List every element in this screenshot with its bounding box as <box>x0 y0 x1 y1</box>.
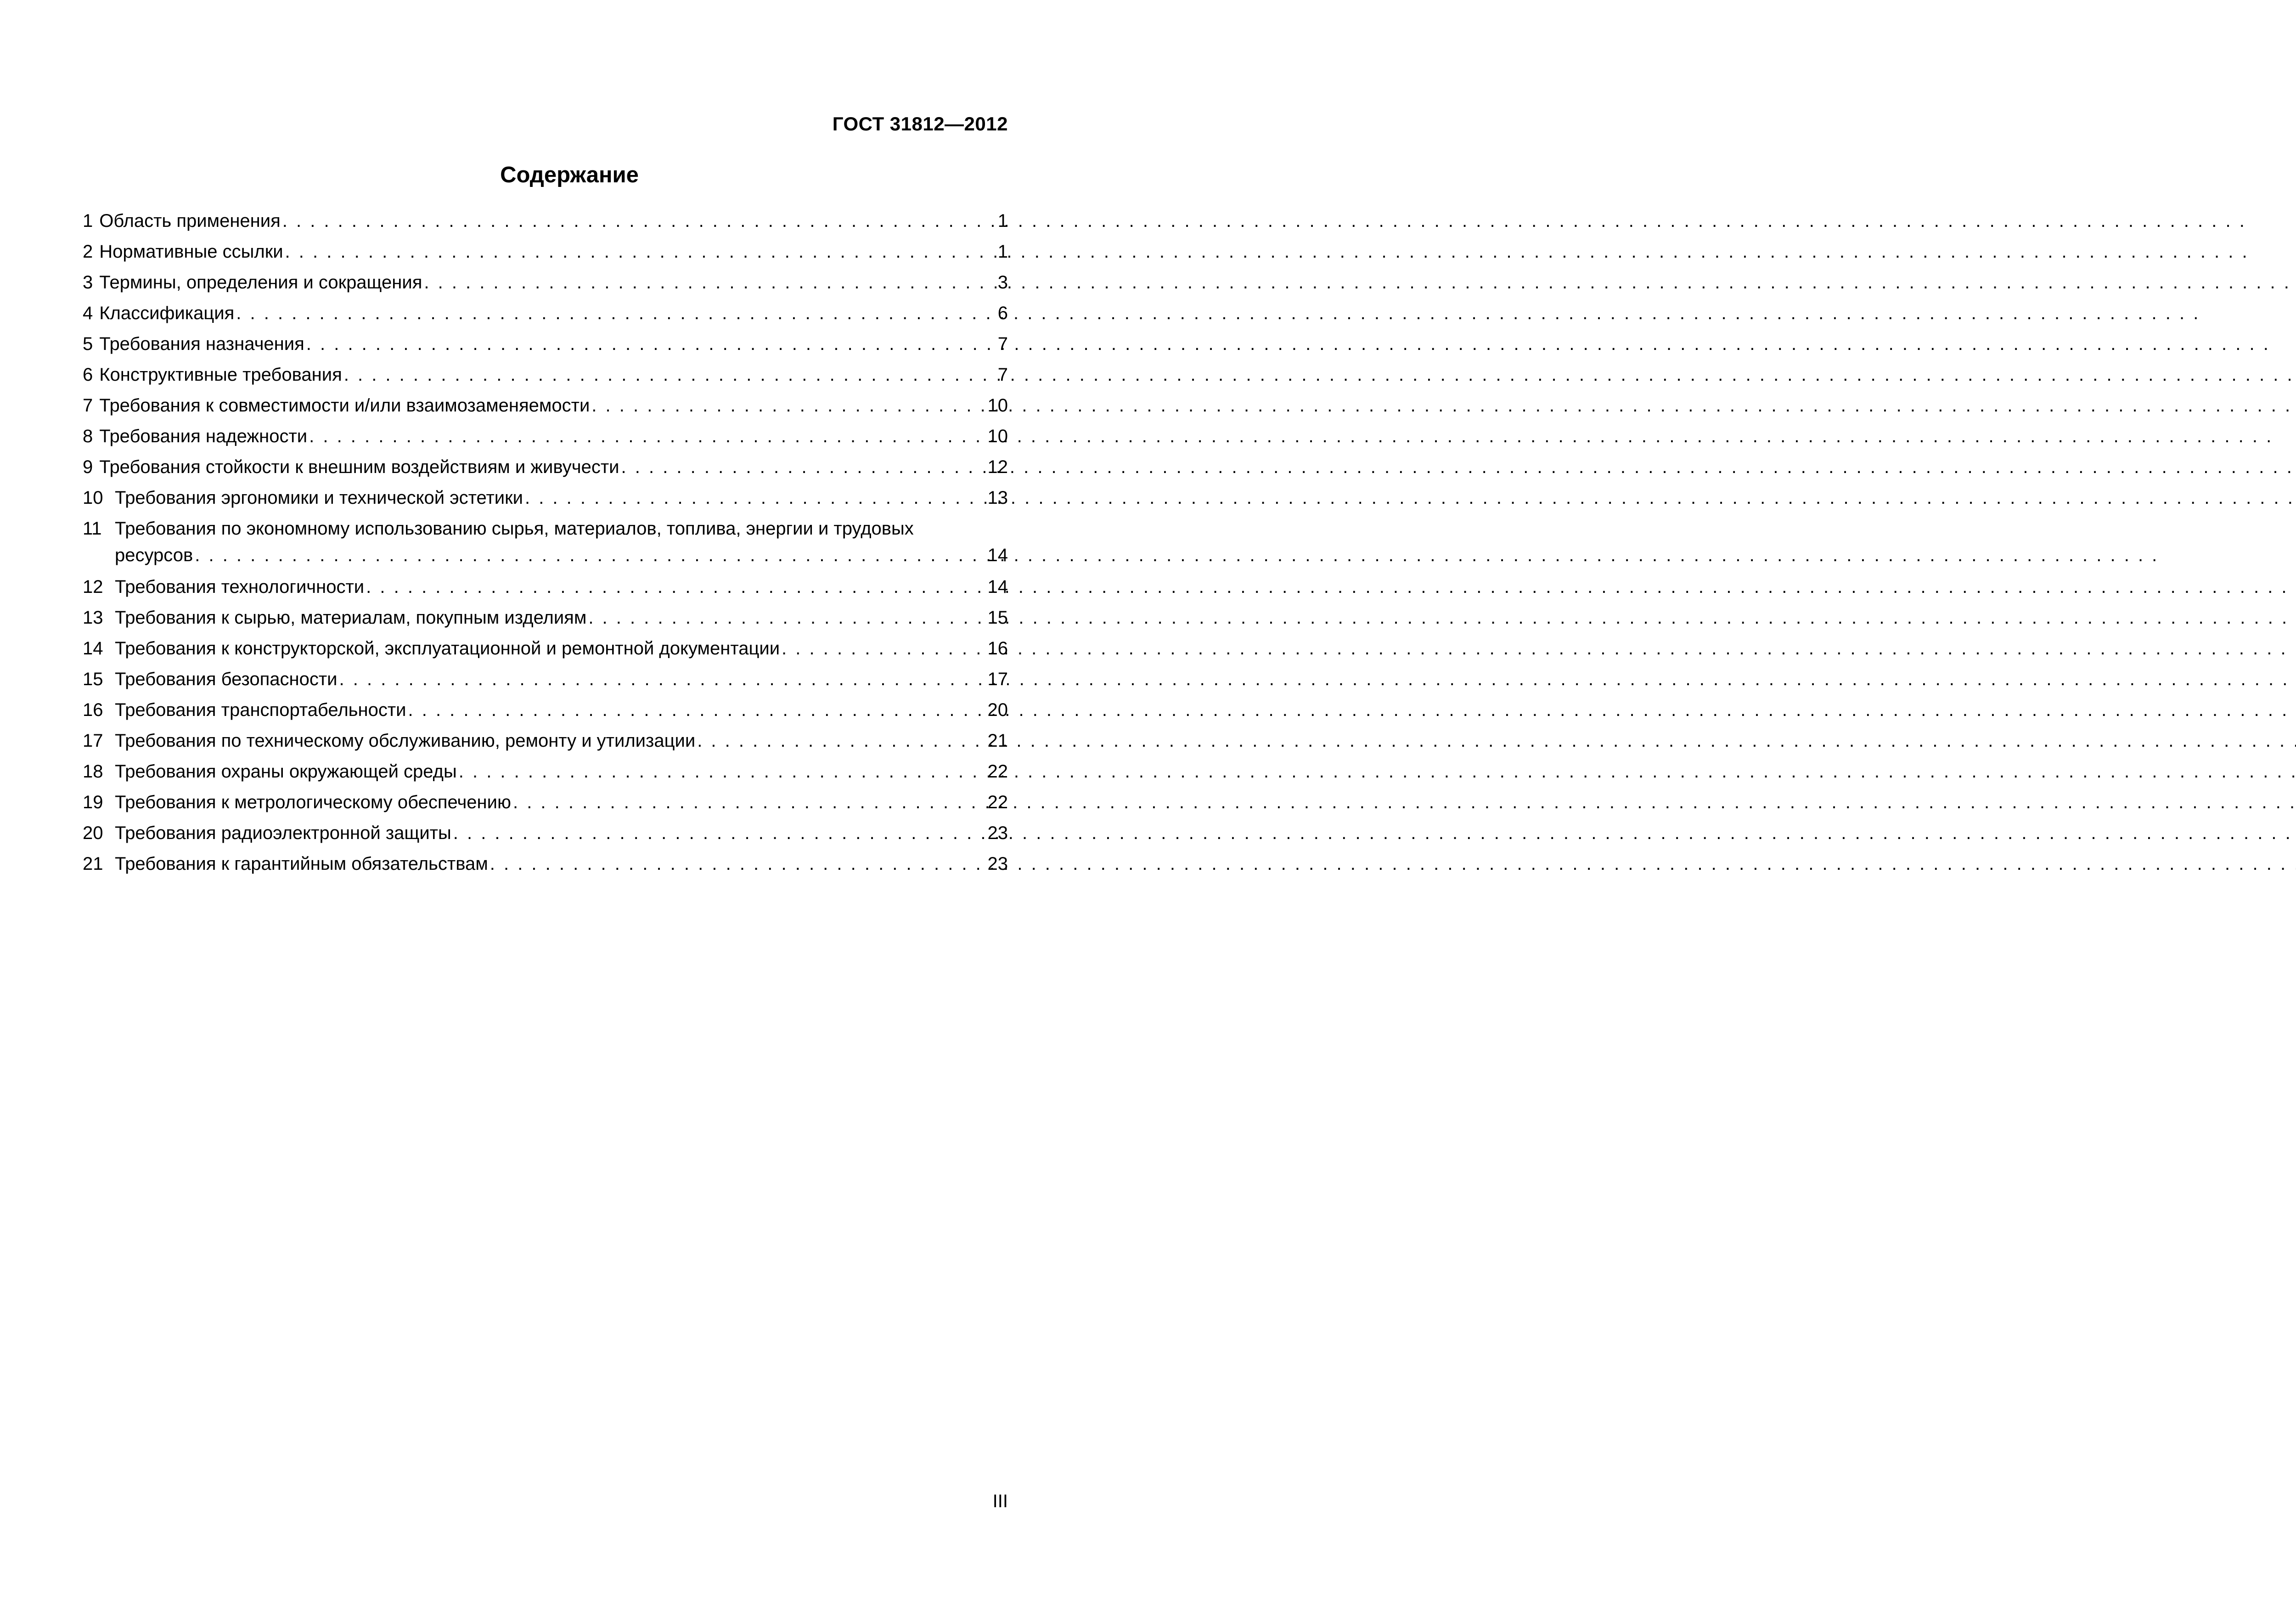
toc-dot-leader <box>457 756 984 787</box>
toc-dot-leader <box>488 849 984 879</box>
toc-entry-label: Требования стойкости к внешним воздействиям и живучести <box>99 457 619 477</box>
toc-dot-leader <box>780 633 984 664</box>
toc-entry-label: Требования к конструкторской, эксплуатационной и ремонтной документации <box>115 638 780 659</box>
toc-entry-label: Требования назначения <box>99 334 304 354</box>
toc-entry-page: 12 <box>987 457 1008 477</box>
toc-entry-page: 10 <box>987 395 1008 416</box>
toc-dot-leader <box>342 360 994 390</box>
toc-entry-17[interactable] <box>83 726 1008 756</box>
toc-entry-number: 18 <box>83 761 103 782</box>
toc-entry-page: 10 <box>987 426 1008 446</box>
toc-entry-label: Термины, определения и сокращения <box>99 272 422 293</box>
toc-dot-leader <box>307 421 984 452</box>
table-of-contents <box>83 206 1008 879</box>
toc-entry-16[interactable] <box>83 695 1008 726</box>
toc-dot-leader <box>451 818 984 849</box>
toc-entry-12[interactable] <box>83 572 1008 603</box>
toc-entry-number: 9 <box>83 457 93 477</box>
toc-dot-leader <box>283 237 994 267</box>
toc-entry-page: 23 <box>987 823 1008 843</box>
toc-entry-page: 23 <box>987 854 1008 874</box>
toc-entry-label: Конструктивные требования <box>99 365 342 385</box>
toc-entry-2[interactable] <box>83 237 1008 267</box>
toc-entry-number: 13 <box>83 608 103 628</box>
toc-dot-leader <box>304 329 994 360</box>
toc-dot-leader <box>406 695 984 726</box>
toc-entry-page: 22 <box>987 761 1008 782</box>
document-designation: ГОСТ 31812—2012 <box>832 113 1008 135</box>
toc-dot-leader <box>695 726 984 756</box>
page-title: Содержание <box>500 163 639 187</box>
toc-entry-number: 1 <box>83 211 93 231</box>
toc-entry-label: Нормативные ссылки <box>99 242 283 262</box>
toc-dot-leader <box>338 664 984 695</box>
toc-entry-label: Область применения <box>99 211 281 231</box>
toc-entry-label: Требования технологичности <box>115 577 365 597</box>
toc-entry-label: Требования охраны окружающей среды <box>115 761 457 782</box>
toc-entry-number: 16 <box>83 700 103 720</box>
toc-entry-5[interactable] <box>83 329 1008 360</box>
toc-entry-label: Требования к гарантийным обязательствам <box>115 854 488 874</box>
toc-entry-11[interactable] <box>83 513 1008 569</box>
toc-entry-label: Требования к совместимости и/или взаимозаменяемости <box>99 395 590 416</box>
toc-entry-14[interactable] <box>83 633 1008 664</box>
toc-entry-number: 17 <box>83 731 103 751</box>
toc-entry-number: 6 <box>83 365 93 385</box>
toc-entry-label: Требования к сырью, материалам, покупным изделиям <box>115 608 587 628</box>
toc-entry-13[interactable] <box>83 603 1008 633</box>
toc-entry-7[interactable] <box>83 390 1008 421</box>
toc-entry-page: 21 <box>987 731 1008 751</box>
toc-dot-leader <box>281 206 994 237</box>
toc-entry-number: 10 <box>83 488 103 508</box>
toc-entry-18[interactable] <box>83 756 1008 787</box>
toc-dot-leader <box>586 603 984 633</box>
toc-dot-leader <box>364 572 984 603</box>
toc-entry-9[interactable] <box>83 452 1008 483</box>
toc-entry-page: 7 <box>997 334 1008 354</box>
toc-entry-21[interactable] <box>83 849 1008 879</box>
toc-entry-number: 4 <box>83 303 93 323</box>
toc-entry-number: 20 <box>83 823 103 843</box>
toc-entry-label: Требования к метрологическому обеспечению <box>115 792 511 812</box>
toc-entry-page: 22 <box>987 792 1008 812</box>
toc-dot-leader <box>619 452 984 483</box>
toc-entry-6[interactable] <box>83 360 1008 390</box>
toc-entry-page: 7 <box>997 365 1008 385</box>
toc-entry-label: Требования эргономики и технической эстетики <box>115 488 523 508</box>
toc-entry-number: 3 <box>83 272 93 293</box>
toc-dot-leader <box>422 267 994 298</box>
toc-entry-8[interactable] <box>83 421 1008 452</box>
toc-entry-label-continued: ресурсов <box>115 545 193 565</box>
toc-entry-page: 14 <box>987 577 1008 597</box>
toc-dot-leader <box>511 787 984 818</box>
toc-entry-19[interactable] <box>83 787 1008 818</box>
toc-entry-15[interactable] <box>83 664 1008 695</box>
toc-entry-label: Требования надежности <box>99 426 308 446</box>
toc-entry-page: 1 <box>997 211 1008 231</box>
toc-dot-leader <box>193 541 984 569</box>
toc-entry-page: 1 <box>997 242 1008 262</box>
toc-entry-page: 3 <box>997 272 1008 293</box>
toc-entry-number: 14 <box>83 638 103 659</box>
toc-entry-label: Требования по техническому обслуживанию, ремонту и утилизации <box>115 731 696 751</box>
toc-entry-1[interactable] <box>83 206 1008 237</box>
toc-entry-10[interactable] <box>83 483 1008 513</box>
toc-entry-label: Классификация <box>99 303 235 323</box>
toc-dot-leader <box>590 390 984 421</box>
toc-entry-20[interactable] <box>83 818 1008 849</box>
toc-entry-label: Требования безопасности <box>115 669 338 689</box>
toc-entry-number: 11 <box>83 518 102 539</box>
toc-entry-page: 15 <box>987 608 1008 628</box>
toc-entry-page: 20 <box>987 700 1008 720</box>
toc-entry-label: Требования транспортабельности <box>115 700 406 720</box>
toc-entry-page: 17 <box>987 669 1008 689</box>
toc-entry-line-2 <box>83 541 1008 569</box>
toc-entry-number: 5 <box>83 334 93 354</box>
toc-entry-label: Требования радиоэлектронной защиты <box>115 823 451 843</box>
toc-entry-number: 2 <box>83 242 93 262</box>
toc-entry-number: 15 <box>83 669 103 689</box>
toc-entry-line-1 <box>83 513 1008 544</box>
toc-entry-page: 6 <box>997 303 1008 323</box>
toc-dot-leader <box>234 298 994 329</box>
toc-entry-number: 12 <box>83 577 103 597</box>
toc-entry-number: 21 <box>83 854 103 874</box>
toc-entry-number: 8 <box>83 426 93 446</box>
toc-entry-page: 13 <box>987 488 1008 508</box>
toc-entry-number: 19 <box>83 792 103 812</box>
toc-entry-page: 16 <box>987 638 1008 659</box>
page-number: III <box>992 1491 1008 1511</box>
toc-entry-page: 14 <box>987 545 1008 565</box>
toc-entry-number: 7 <box>83 395 93 416</box>
toc-entry-4[interactable] <box>83 298 1008 329</box>
toc-entry-label: Требования по экономному использованию сырья, материалов, топлива, энергии и трудовых <box>115 518 914 539</box>
toc-dot-leader <box>523 483 984 513</box>
toc-entry-3[interactable] <box>83 267 1008 298</box>
